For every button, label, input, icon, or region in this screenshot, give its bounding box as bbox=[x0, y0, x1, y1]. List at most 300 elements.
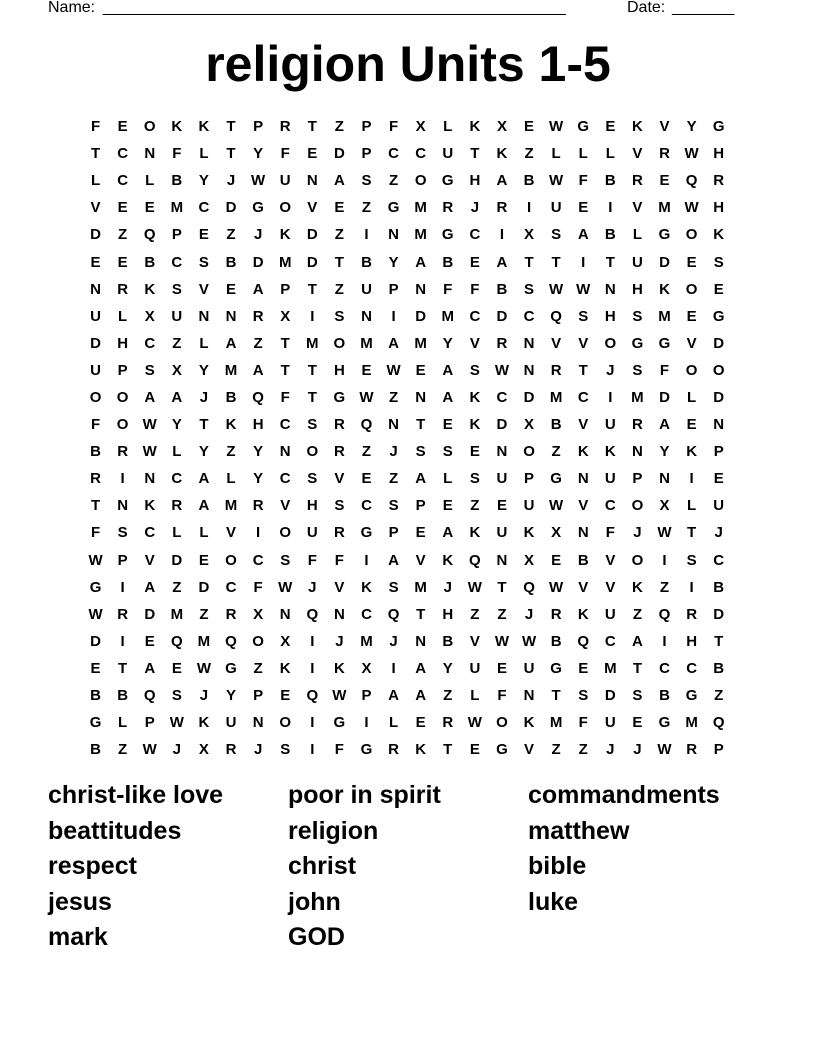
grid-letter: K bbox=[469, 388, 481, 406]
grid-letter: S bbox=[307, 416, 318, 434]
grid-letter: N bbox=[144, 470, 156, 488]
grid-letter: E bbox=[117, 253, 128, 271]
grid-letter: I bbox=[391, 659, 396, 677]
grid-letter: W bbox=[88, 551, 103, 569]
grid-letter: G bbox=[550, 659, 562, 677]
grid-letter: I bbox=[364, 714, 369, 732]
grid-letter: E bbox=[469, 443, 480, 461]
grid-letter: L bbox=[632, 226, 642, 244]
grid-letter: Y bbox=[171, 416, 182, 434]
grid-letter: K bbox=[225, 416, 237, 434]
grid-letter: T bbox=[226, 145, 236, 163]
grid-letter: R bbox=[117, 443, 129, 461]
grid-letter: E bbox=[713, 470, 724, 488]
grid-letter: R bbox=[117, 280, 129, 298]
grid-letter: B bbox=[659, 687, 670, 705]
word-list-item: christ-like love bbox=[48, 781, 224, 809]
grid-letter: Z bbox=[253, 659, 263, 677]
grid-letter: T bbox=[470, 145, 480, 163]
grid-letter: S bbox=[388, 578, 399, 596]
grid-letter: R bbox=[225, 741, 237, 759]
grid-letter: S bbox=[334, 497, 345, 515]
grid-letter: U bbox=[604, 470, 616, 488]
grid-letter: M bbox=[360, 334, 373, 352]
grid-letter: G bbox=[441, 226, 454, 244]
grid-letter: F bbox=[90, 118, 101, 136]
grid-letter: G bbox=[658, 334, 671, 352]
grid-letter: B bbox=[225, 388, 237, 406]
grid-letter: S bbox=[632, 307, 643, 325]
grid-letter: R bbox=[496, 334, 508, 352]
grid-letter: B bbox=[171, 172, 183, 190]
grid-letter: F bbox=[280, 145, 290, 163]
grid-letter: E bbox=[226, 280, 237, 298]
grid-letter: M bbox=[549, 388, 563, 406]
grid-letter: R bbox=[496, 199, 508, 217]
grid-letter: M bbox=[685, 714, 698, 732]
grid-letter: Y bbox=[388, 253, 399, 271]
grid-letter: I bbox=[391, 307, 396, 325]
grid-letter: X bbox=[280, 632, 291, 650]
grid-letter: N bbox=[523, 687, 535, 705]
grid-letter: I bbox=[608, 199, 613, 217]
grid-letter: B bbox=[550, 416, 562, 434]
grid-letter: T bbox=[687, 524, 697, 542]
grid-letter: A bbox=[333, 172, 345, 190]
grid-letter: S bbox=[632, 361, 643, 379]
grid-letter: R bbox=[90, 470, 101, 488]
grid-letter: T bbox=[497, 578, 507, 596]
grid-letter: A bbox=[144, 659, 156, 677]
grid-letter: J bbox=[199, 687, 209, 705]
grid-letter: X bbox=[253, 605, 264, 623]
grid-letter: O bbox=[306, 443, 319, 461]
grid-letter: C bbox=[469, 226, 481, 244]
grid-letter: H bbox=[117, 334, 129, 352]
grid-letter: A bbox=[198, 497, 210, 515]
grid-letter: A bbox=[252, 361, 264, 379]
grid-letter: G bbox=[360, 741, 373, 759]
grid-letter: E bbox=[171, 659, 182, 677]
grid-letter: C bbox=[117, 172, 129, 190]
grid-letter: S bbox=[632, 687, 643, 705]
grid-letter: S bbox=[307, 470, 318, 488]
grid-letter: Y bbox=[253, 145, 264, 163]
grid-letter: G bbox=[252, 199, 264, 217]
grid-letter: Q bbox=[306, 605, 319, 623]
grid-letter: R bbox=[388, 741, 399, 759]
grid-letter: M bbox=[414, 226, 427, 244]
grid-letter: C bbox=[198, 199, 210, 217]
grid-letter: V bbox=[334, 578, 345, 596]
grid-letter: X bbox=[144, 307, 155, 325]
grid-letter: T bbox=[280, 334, 290, 352]
grid-letter: Q bbox=[469, 551, 481, 569]
grid-letter: A bbox=[496, 253, 508, 271]
grid-letter: E bbox=[551, 551, 562, 569]
grid-letter: I bbox=[364, 551, 369, 569]
grid-letter: I bbox=[689, 470, 694, 488]
grid-letter: W bbox=[386, 361, 401, 379]
grid-letter: Z bbox=[470, 497, 480, 515]
grid-letter: D bbox=[225, 199, 237, 217]
grid-letter: I bbox=[662, 551, 667, 569]
grid-letter: A bbox=[225, 334, 237, 352]
grid-letter: O bbox=[631, 497, 644, 515]
grid-letter: S bbox=[334, 307, 345, 325]
grid-letter: L bbox=[687, 497, 697, 515]
grid-letter: C bbox=[469, 307, 481, 325]
grid-letter: I bbox=[526, 199, 532, 217]
grid-letter: N bbox=[659, 470, 670, 488]
header bbox=[0, 0, 816, 20]
grid-letter: N bbox=[333, 605, 345, 623]
grid-letter: E bbox=[442, 497, 453, 515]
grid-letter: O bbox=[116, 388, 129, 406]
grid-letter: W bbox=[142, 443, 157, 461]
grid-letter: W bbox=[251, 172, 266, 190]
grid-letter: P bbox=[713, 741, 724, 759]
grid-letter: Z bbox=[199, 605, 209, 623]
grid-letter: X bbox=[198, 741, 209, 759]
grid-letter: T bbox=[334, 253, 344, 271]
grid-letter: F bbox=[497, 687, 507, 705]
grid-letter: E bbox=[280, 687, 291, 705]
grid-letter: M bbox=[658, 307, 671, 325]
grid-letter: D bbox=[713, 334, 725, 352]
grid-letter: B bbox=[90, 443, 101, 461]
grid-letter: N bbox=[198, 307, 210, 325]
grid-letter: O bbox=[89, 388, 102, 406]
grid-letter: W bbox=[494, 361, 510, 379]
grid-letter: C bbox=[144, 524, 156, 542]
grid-letter: G bbox=[685, 687, 698, 705]
grid-letter: F bbox=[334, 741, 344, 759]
grid-letter: G bbox=[441, 172, 454, 190]
grid-letter: B bbox=[442, 632, 454, 650]
grid-letter: H bbox=[469, 172, 481, 190]
grid-letter: P bbox=[117, 361, 128, 379]
grid-letter: W bbox=[549, 497, 564, 515]
grid-letter: Z bbox=[361, 199, 372, 217]
word-list-item: john bbox=[288, 887, 341, 916]
grid-letter: T bbox=[551, 687, 561, 705]
grid-letter: R bbox=[252, 497, 264, 515]
grid-letter: K bbox=[577, 605, 589, 623]
grid-letter: A bbox=[632, 632, 643, 650]
grid-letter: F bbox=[172, 145, 182, 163]
grid-letter: B bbox=[604, 172, 616, 190]
grid-letter: G bbox=[333, 388, 346, 406]
grid-letter: R bbox=[442, 199, 454, 217]
grid-letter: M bbox=[658, 199, 671, 217]
grid-letter: R bbox=[442, 714, 454, 732]
grid-letter: R bbox=[686, 741, 698, 759]
grid-letter: O bbox=[143, 118, 156, 136]
grid-letter: I bbox=[499, 226, 505, 244]
grid-letter: M bbox=[224, 497, 238, 515]
grid-letter: T bbox=[605, 253, 615, 271]
grid-letter: V bbox=[334, 470, 345, 488]
grid-letter: V bbox=[144, 551, 155, 569]
grid-letter: Z bbox=[118, 741, 128, 759]
grid-letter: N bbox=[144, 145, 156, 163]
grid-letter: D bbox=[659, 388, 670, 406]
grid-letter: K bbox=[415, 741, 427, 759]
grid-letter: Z bbox=[388, 172, 399, 190]
grid-letter: V bbox=[686, 334, 697, 352]
grid-letter: T bbox=[578, 361, 588, 379]
grid-letter: O bbox=[685, 280, 698, 298]
grid-letter: H bbox=[632, 280, 643, 298]
grid-letter: M bbox=[414, 199, 427, 217]
grid-letter: X bbox=[280, 307, 291, 325]
grid-letter: M bbox=[549, 714, 563, 732]
grid-letter: W bbox=[549, 280, 564, 298]
grid-letter: F bbox=[578, 172, 588, 190]
grid-letter: M bbox=[197, 632, 211, 650]
grid-letter: F bbox=[334, 551, 344, 569]
grid-letter: K bbox=[496, 145, 508, 163]
grid-letter: M bbox=[414, 578, 427, 596]
grid-letter: I bbox=[120, 578, 125, 596]
grid-letter: D bbox=[198, 578, 210, 596]
word-list-item: mark bbox=[48, 923, 108, 951]
grid-letter: W bbox=[332, 687, 347, 705]
grid-letter: D bbox=[713, 605, 725, 623]
grid-letter: D bbox=[171, 551, 183, 569]
grid-letter: S bbox=[578, 307, 589, 325]
grid-letter: A bbox=[144, 388, 156, 406]
grid-letter: N bbox=[388, 226, 399, 244]
grid-letter: B bbox=[713, 659, 725, 677]
grid-letter: K bbox=[144, 280, 156, 298]
grid-letter: K bbox=[632, 578, 643, 596]
grid-letter: B bbox=[523, 172, 535, 190]
grid-letter: J bbox=[443, 578, 452, 596]
grid-letter: D bbox=[659, 253, 670, 271]
grid-letter: G bbox=[550, 470, 562, 488]
grid-letter: K bbox=[144, 497, 156, 515]
grid-letter: Z bbox=[470, 605, 480, 623]
grid-letter: Y bbox=[253, 470, 264, 488]
grid-letter: L bbox=[90, 172, 101, 190]
grid-letter: Z bbox=[632, 605, 642, 623]
grid-letter: E bbox=[361, 470, 372, 488]
grid-letter: K bbox=[523, 714, 535, 732]
word-list-item: jesus bbox=[48, 887, 112, 916]
word-list-item: commandments bbox=[528, 781, 720, 809]
grid-letter: J bbox=[253, 741, 263, 759]
grid-letter: V bbox=[415, 551, 426, 569]
grid-letter: E bbox=[415, 361, 426, 379]
grid-letter: V bbox=[469, 632, 480, 650]
grid-letter: C bbox=[686, 659, 698, 677]
grid-letter: P bbox=[117, 551, 128, 569]
grid-letter: G bbox=[658, 714, 671, 732]
grid-letter: L bbox=[578, 145, 588, 163]
grid-letter: Q bbox=[387, 605, 400, 623]
grid-letter: A bbox=[577, 226, 589, 244]
grid-letter: E bbox=[415, 524, 426, 542]
grid-letter: P bbox=[361, 687, 372, 705]
grid-letter: E bbox=[198, 551, 209, 569]
grid-letter: R bbox=[686, 605, 698, 623]
grid-letter: I bbox=[310, 632, 315, 650]
grid-letter: B bbox=[550, 632, 562, 650]
date-label: Date: bbox=[627, 0, 666, 16]
grid-letter: P bbox=[632, 470, 643, 488]
grid-letter: M bbox=[604, 659, 617, 677]
grid-letter: N bbox=[415, 280, 427, 298]
grid-letter: E bbox=[578, 659, 589, 677]
grid-letter: M bbox=[278, 253, 292, 271]
grid-letter: O bbox=[523, 443, 535, 461]
grid-letter: J bbox=[633, 524, 642, 542]
grid-letter: S bbox=[551, 226, 562, 244]
grid-letter: W bbox=[169, 714, 184, 732]
grid-letter: A bbox=[442, 524, 454, 542]
grid-letter: E bbox=[415, 714, 426, 732]
grid-letter: A bbox=[415, 659, 427, 677]
grid-letter: D bbox=[496, 416, 508, 434]
grid-letter: Q bbox=[306, 687, 319, 705]
grid-letter: R bbox=[632, 416, 643, 434]
grid-letter: A bbox=[198, 470, 210, 488]
grid-letter: F bbox=[90, 524, 101, 542]
grid-letter: N bbox=[306, 172, 318, 190]
grid-letter: T bbox=[118, 659, 128, 677]
grid-letter: Z bbox=[443, 687, 453, 705]
grid-letter: T bbox=[714, 632, 724, 650]
grid-letter: E bbox=[524, 118, 535, 136]
grid-letter: W bbox=[359, 388, 374, 406]
grid-letter: E bbox=[334, 199, 345, 217]
grid-letter: Z bbox=[714, 687, 724, 705]
grid-letter: N bbox=[713, 416, 725, 434]
grid-letter: V bbox=[632, 145, 643, 163]
grid-letter: O bbox=[333, 334, 346, 352]
grid-letter: A bbox=[388, 334, 399, 352]
grid-letter: N bbox=[496, 443, 508, 461]
grid-letter: N bbox=[415, 632, 427, 650]
grid-letter: W bbox=[549, 172, 564, 190]
grid-letter: T bbox=[280, 361, 290, 379]
grid-letter: J bbox=[308, 578, 317, 596]
grid-letter: D bbox=[306, 226, 318, 244]
grid-letter: L bbox=[145, 172, 155, 190]
grid-letter: E bbox=[496, 497, 507, 515]
grid-letter: T bbox=[90, 145, 101, 163]
grid-letter: C bbox=[523, 307, 535, 325]
grid-letter: Y bbox=[198, 172, 209, 190]
grid-letter: A bbox=[442, 388, 454, 406]
grid-letter: V bbox=[198, 280, 209, 298]
grid-letter: U bbox=[713, 497, 725, 515]
grid-letter: V bbox=[307, 199, 318, 217]
grid-letter: R bbox=[252, 307, 264, 325]
grid-letter: X bbox=[524, 226, 535, 244]
grid-letter: K bbox=[469, 118, 481, 136]
grid-letter: J bbox=[389, 443, 398, 461]
grid-letter: S bbox=[524, 280, 535, 298]
grid-letter: H bbox=[713, 199, 725, 217]
grid-letter: P bbox=[415, 497, 426, 515]
grid-letter: Z bbox=[172, 578, 182, 596]
grid-letter: C bbox=[388, 145, 399, 163]
grid-letter: J bbox=[335, 632, 344, 650]
grid-letter: E bbox=[117, 118, 128, 136]
grid-letter: L bbox=[172, 524, 182, 542]
grid-letter: S bbox=[469, 470, 480, 488]
grid-letter: P bbox=[388, 524, 399, 542]
grid-letter: N bbox=[415, 388, 427, 406]
grid-letter: K bbox=[604, 443, 616, 461]
grid-letter: M bbox=[306, 334, 319, 352]
grid-letter: H bbox=[306, 497, 318, 515]
grid-letter: K bbox=[279, 226, 291, 244]
grid-letter: K bbox=[659, 280, 670, 298]
grid-letter: D bbox=[90, 226, 101, 244]
grid-letter: Q bbox=[252, 388, 264, 406]
grid-letter: K bbox=[279, 659, 291, 677]
grid-letter: V bbox=[605, 578, 616, 596]
grid-letter: E bbox=[496, 659, 507, 677]
grid-letter: B bbox=[225, 253, 237, 271]
grid-letter: V bbox=[659, 118, 670, 136]
grid-letter: F bbox=[253, 578, 263, 596]
grid-letter: Y bbox=[442, 659, 453, 677]
grid-letter: T bbox=[307, 280, 317, 298]
grid-letter: Z bbox=[334, 280, 344, 298]
grid-letter: F bbox=[578, 714, 588, 732]
grid-letter: N bbox=[632, 443, 643, 461]
grid-letter: D bbox=[144, 605, 156, 623]
grid-letter: I bbox=[581, 253, 586, 271]
grid-letter: S bbox=[469, 361, 480, 379]
grid-letter: F bbox=[90, 416, 101, 434]
grid-letter: O bbox=[279, 524, 292, 542]
grid-letter: G bbox=[89, 578, 102, 596]
grid-letter: G bbox=[712, 307, 725, 325]
grid-letter: B bbox=[361, 253, 372, 271]
grid-letter: I bbox=[364, 226, 369, 244]
grid-letter: L bbox=[687, 388, 697, 406]
grid-letter: S bbox=[280, 551, 291, 569]
grid-letter: J bbox=[606, 741, 615, 759]
word-list-item: respect bbox=[48, 852, 137, 880]
grid-letter: K bbox=[171, 118, 183, 136]
grid-letter: U bbox=[550, 199, 562, 217]
grid-letter: Z bbox=[524, 145, 534, 163]
grid-letter: Z bbox=[334, 226, 344, 244]
grid-letter: D bbox=[90, 334, 101, 352]
grid-letter: R bbox=[117, 605, 129, 623]
grid-letter: E bbox=[361, 361, 372, 379]
grid-letter: D bbox=[713, 388, 725, 406]
grid-letter: P bbox=[144, 714, 155, 732]
grid-letter: Q bbox=[577, 632, 590, 650]
grid-letter: A bbox=[171, 388, 183, 406]
grid-letter: I bbox=[608, 388, 613, 406]
grid-letter: Z bbox=[361, 443, 372, 461]
grid-letter: E bbox=[632, 714, 643, 732]
grid-letter: M bbox=[224, 361, 238, 379]
grid-letter: S bbox=[171, 280, 182, 298]
grid-letter: F bbox=[388, 118, 399, 136]
grid-letter: K bbox=[198, 118, 210, 136]
grid-letter: Z bbox=[551, 741, 561, 759]
